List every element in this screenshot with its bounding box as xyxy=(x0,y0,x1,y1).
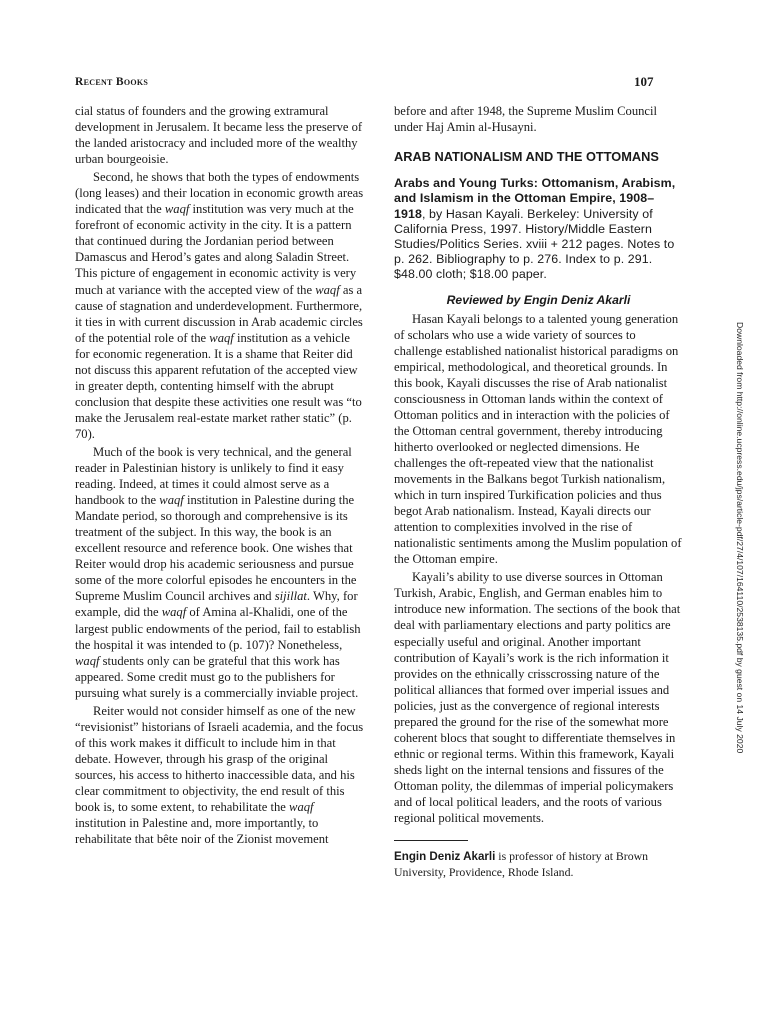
paragraph: cial status of founders and the growing extramural development in Jerusalem. It became less the preserve of the landed aristocracy and included more of the wealthy urban bourgeoisie. xyxy=(75,104,363,167)
paragraph: before and after 1948, the Supreme Muslim Council under Haj Amin al-Husayni. xyxy=(394,104,658,135)
download-watermark: Downloaded from http://online.ucpress.edu/jps/article-pdf/27/4/107/164110/2538135.pdf by guest on 14 July 2020 xyxy=(735,322,745,754)
paragraph: Second, he shows that both the types of endowments (long leases) and their location in economic growth areas indicated that the waqf institution was very much at the forefront of economic activity in the city. It is a pattern that continued during the Jordanian period between Damascus and Herod’s gates and along Saladin Street. This picture of engagement in economic activity is very much at variance with the accepted view of the waqf as a cause of stagnation and underdevelopment. Furthermore, it ties in with current discussion in Arab academic circles of the potential role of the waqf institution as a vehicle for economic regeneration. It is a shame that Reiter did not discuss this apparent refutation of the accepted view in greater depth, contenting himself with the abrupt conclusion that despite these activities one result was “to make the Jerusalem real-estate market rather static” (p. 70). xyxy=(75,170,364,441)
paragraph: Kayali’s ability to use diverse sources in Ottoman Turkish, Arabic, English, and German enables him to introduce new information. The sections of the book that deal with parliamentary elections and party politics are especially useful and original. Another important contribution of Kayali’s work is the rich information it provides on the ethnically crisscrossing nature of the political alliances that formed over imperial issues and policies, just as the convergence of regional interests prepared the ground for the rise of the somewhat more coherent blocs that sought to differentiate themselves in ethnic or regional terms. Within this framework, Kayali sheds light on the internal tensions and fissures of the Ottoman polity, the dilemmas of imperial policymakers and of local political leaders, and the roots of various regional political movements. xyxy=(394,570,681,826)
paragraph: Hasan Kayali belongs to a talented young generation of scholars who use a wide variety of sources to challenge established nationalist historical paradigms on empirical, methodological, and theoretical grounds. In this book, Kayali discusses the rise of Arab nationalist consciousness in Ottoman lands within the context of Ottoman politics and in interaction with the policies of the Ottoman central government, thereby introducing hitherto overlooked or neglected dimensions. He challenges the oft-repeated view that the nationalist movements in the Balkans begot Turkish nationalism, which in turn inspired Turkification policies and thus begot Arab nationalism. Instead, Kayali directs our attention to complexities involved in the rise of nationalistic sentiments among the Muslim population of the Ottoman empire. xyxy=(394,311,682,567)
reviewer-byline: Reviewed by Engin Deniz Akarli xyxy=(446,292,631,307)
page-number: 107 xyxy=(634,74,654,89)
section-heading: ARAB NATIONALISM AND THE OTTOMANS xyxy=(394,149,659,165)
running-head: Recent Books xyxy=(75,76,149,88)
reviewer-bio: Engin Deniz Akarli is professor of history at Brown University, Providence, Rhode Island. xyxy=(394,849,649,879)
paragraph: Reiter would not consider himself as one of the new “revisionist” historians of Israeli academia, and the focus of this work makes it difficult to include him in that debate. However, through his grasp of the original sources, his access to hitherto inaccessible data, and his clear commitment to objectivity, the end result of this book is, to some extent, to rehabilitate the waqf institution in Palestine and, more importantly, to rehabilitate that bête noir of the Zionist movement xyxy=(75,703,364,847)
book-title: Arabs and Young Turks: Ottomanism, Arabism, and Islamism in the Ottoman Empire, 1908–1918 xyxy=(394,176,676,221)
left-column xyxy=(75,103,365,847)
footnote-rule xyxy=(394,840,468,841)
book-citation: Arabs and Young Turks: Ottomanism, Arabism, and Islamism in the Ottoman Empire, 1908–1918, by Hasan Kayali. Berkeley: University of California Press, 1997. History/Middle Eastern Studies/Politics Series. xviii + 212 pages. Notes to p. 262. Bibliography to p. 276. Index to p. 291. $48.00 cloth; $18.00 paper. xyxy=(394,176,676,282)
right-column xyxy=(394,103,683,879)
paragraph: Much of the book is very technical, and the general reader in Palestinian history is unlikely to find it easy reading. Indeed, at times it could almost serve as a handbook to the waqf institution in Palestine during the Mandate period, so thorough and comprehensive is its treatment of the subject. In this way, the book is an excellent resource and reference book. One wishes that Reiter would drop his academic seriousness and pursue some of the more colorful episodes he encounters in the Supreme Muslim Council archives and sijillat. Why, for example, did the waqf of Amina al-Khalidi, one of the largest public endowments of the period, fail to establish the hospital it was intended to (p. 107)? Nonetheless, waqf students only can be grateful that this work has appeared. Some credit must go to the publishers for pursuing what surely is a commercially inviable project. xyxy=(75,444,361,700)
